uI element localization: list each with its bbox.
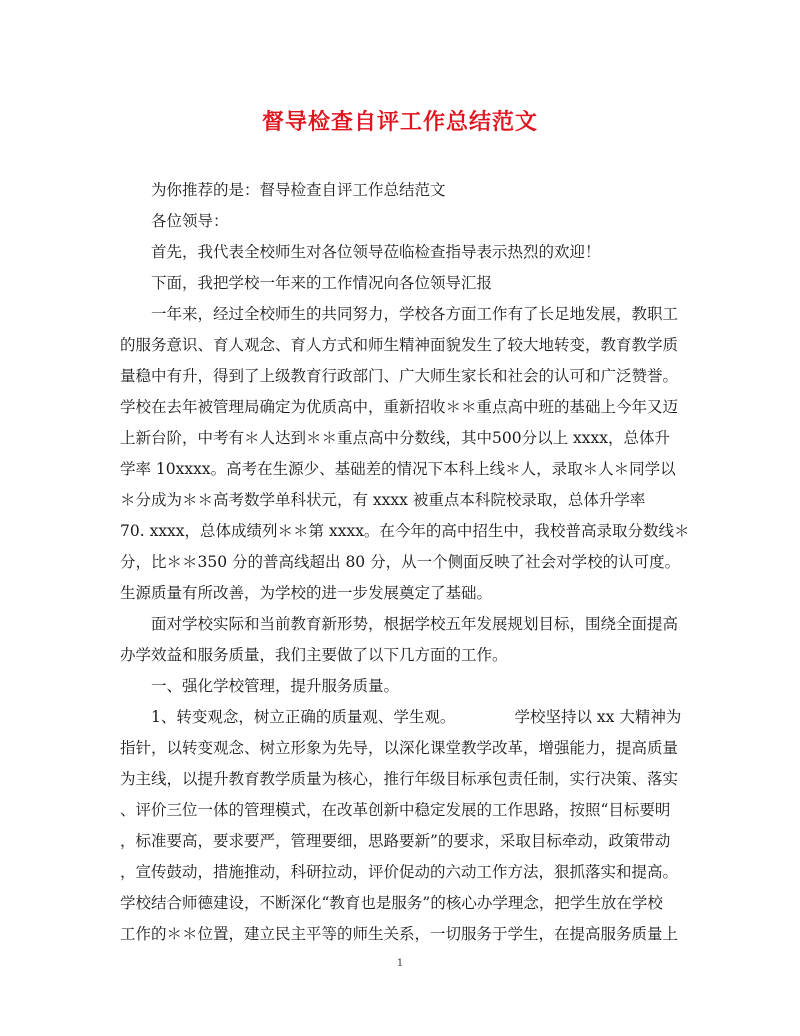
paragraph-line: ，宣传鼓动，措施推动，科研拉动，评价促动的六动工作方法，狠抓落实和提高。: [120, 863, 679, 881]
paragraph-line: 各位领导：: [151, 212, 229, 230]
paragraph-line: 、评价三位一体的管理模式，在改革创新中稳定发展的工作思路，按照“目标要明: [120, 801, 671, 819]
paragraph-line: ＊分成为＊＊高考数学单科状元，有 xxxx 被重点本科院校录取，总体升学率: [120, 491, 646, 509]
paragraph-line: 一年来，经过全校师生的共同努力，学校各方面工作有了长足地发展，教职工: [151, 305, 679, 323]
paragraph-line: 为主线，以提升教育教学质量为核心，推行年级目标承包责任制，实行决策、落实: [120, 770, 679, 788]
paragraph-line: 办学效益和服务质量，我们主要做了以下几方面的工作。: [120, 646, 508, 664]
paragraph-line: 生源质量有所改善，为学校的进一步发展奠定了基础。: [120, 584, 493, 602]
paragraph-line: 的服务意识、育人观念、育人方式和师生精神面貌发生了较大地转变，教育教学质: [120, 336, 679, 354]
section-heading: 一、强化学校管理，提升服务质量。: [151, 677, 400, 695]
subsection-heading: 1、转变观念，树立正确的质量观、学生观。 学校坚持以 xx 大精神为: [151, 708, 682, 726]
paragraph-line: 量稳中有升，得到了上级教育行政部门、广大师生家长和社会的认可和广泛赞誉。: [120, 367, 679, 385]
paragraph-line: 面对学校实际和当前教育新形势，根据学校五年发展规划目标，围绕全面提高: [151, 615, 679, 633]
paragraph-line: 学校在去年被管理局确定为优质高中，重新招收＊＊重点高中班的基础上今年又迈: [120, 398, 679, 416]
paragraph-line: 上新台阶，中考有＊人达到＊＊重点高中分数线，其中500分以上 xxxx，总体升: [120, 429, 670, 447]
paragraph-line: 70. xxxx，总体成绩列＊＊第 xxxx。在今年的高中招生中，我校普高录取分数线＊: [120, 522, 690, 540]
paragraph-line: 工作的＊＊位置，建立民主平等的师生关系，一切服务于学生，在提高服务质量上: [120, 925, 679, 943]
document-title: 督导检查自评工作总结范文: [261, 109, 538, 135]
paragraph-line: 学校结合师德建设，不断深化“教育也是服务”的核心办学理念，把学生放在学校: [120, 894, 663, 912]
document-body: [120, 175, 690, 950]
paragraph-line: 下面，我把学校一年来的工作情况向各位领导汇报: [151, 274, 493, 292]
paragraph-line: 分，比＊＊350 分的普高线超出 80 分，从一个侧面反映了社会对学校的认可度。: [120, 553, 681, 571]
paragraph-line: ，标准要高，要求要严，管理要细，思路要新”的要求，采取目标牵动，政策带动: [120, 832, 671, 850]
paragraph-line: 指针，以转变观念、树立形象为先导，以深化课堂教学改革，增强能力，提高质量: [120, 739, 679, 757]
paragraph-line: 为你推荐的是：督导检查自评工作总结范文: [151, 181, 446, 199]
page-number: 1: [396, 958, 404, 969]
paragraph-line: 学率 10xxxx。高考在生源少、基础差的情况下本科上线＊人，录取＊人＊同学以: [120, 460, 676, 478]
paragraph-line: 首先，我代表全校师生对各位领导莅临检查指导表示热烈的欢迎！: [151, 243, 601, 261]
